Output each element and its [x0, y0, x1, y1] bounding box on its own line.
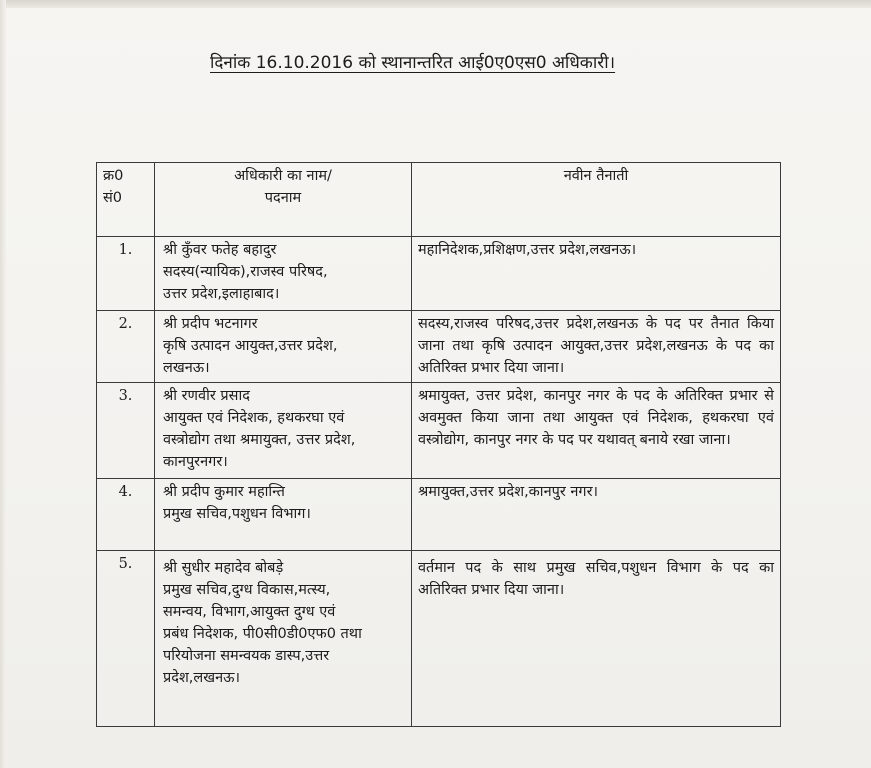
- table-row: [97, 479, 781, 551]
- page-edge-left: [0, 0, 6, 768]
- page-edge-top: [0, 0, 871, 8]
- table-row: [97, 551, 781, 727]
- table-row: [97, 311, 781, 383]
- row-serial: 3.: [97, 383, 155, 479]
- table-header-row: [97, 163, 781, 237]
- document-title: दिनांक 16.10.2016 को स्थानान्तरित आई0ए0एस0 अधिकारी।: [210, 53, 616, 73]
- row-officer-name: श्री प्रदीप भटनागर कृषि उत्पादन आयुक्त,उत्तर प्रदेश, लखनऊ।: [155, 311, 412, 383]
- table-row: [97, 237, 781, 311]
- row-serial: 5.: [97, 551, 155, 727]
- row-new-posting: श्रमायुक्त, उत्तर प्रदेश, कानपुर नगर के पद के अतिरिक्त प्रभार से अवमुक्त किया जाना तथा आयुक्त एवं निदेशक, हथकरघा एवं वस्त्रोद्योग, कानपुर नगर के पद पर यथावत् बनाये रखा जाना।: [412, 383, 781, 479]
- row-officer-name: श्री रणवीर प्रसाद आयुक्त एवं निदेशक, हथकरघा एवं वस्त्रोद्योग तथा श्रमायुक्त, उत्तर प्रदेश, कानपुरनगर।: [155, 383, 412, 479]
- row-new-posting: सदस्य,राजस्व परिषद,उत्तर प्रदेश,लखनऊ के पद पर तैनात किया जाना तथा कृषि उत्पादन आयुक्त,उत्तर प्रदेश,लखनऊ के पद का अतिरिक्त प्रभार दिया जाना।: [412, 311, 781, 383]
- row-serial: 1.: [97, 237, 155, 311]
- row-officer-name: श्री कुँवर फतेह बहादुर सदस्य(न्यायिक),राजस्व परिषद, उत्तर प्रदेश,इलाहाबाद।: [155, 237, 412, 311]
- row-new-posting: महानिदेशक,प्रशिक्षण,उत्तर प्रदेश,लखनऊ।: [412, 237, 781, 311]
- header-serial: क्र0 सं0: [97, 163, 155, 237]
- table-row: [97, 383, 781, 479]
- row-serial: 4.: [97, 479, 155, 551]
- row-officer-name: श्री सुधीर महादेव बोबड़े प्रमुख सचिव,दुग्ध विकास,मत्स्य, समन्वय, विभाग,आयुक्त दुग्ध एवं प्रबंध निदेशक, पी0सी0डी0एफ0 तथा परियोजना समन्वयक डास्प,उत्तर प्रदेश,लखनऊ।: [155, 551, 412, 727]
- row-officer-name: श्री प्रदीप कुमार महान्ति प्रमुख सचिव,पशुधन विभाग।: [155, 479, 412, 551]
- row-new-posting: श्रमायुक्त,उत्तर प्रदेश,कानपुर नगर।: [412, 479, 781, 551]
- row-serial: 2.: [97, 311, 155, 383]
- header-new-posting: नवीन तैनाती: [412, 163, 781, 237]
- transfer-table: [96, 162, 781, 727]
- header-officer-name: अधिकारी का नाम/ पदनाम: [155, 163, 412, 237]
- row-new-posting: वर्तमान पद के साथ प्रमुख सचिव,पशुधन विभाग के पद का अतिरिक्त प्रभार दिया जाना।: [412, 551, 781, 727]
